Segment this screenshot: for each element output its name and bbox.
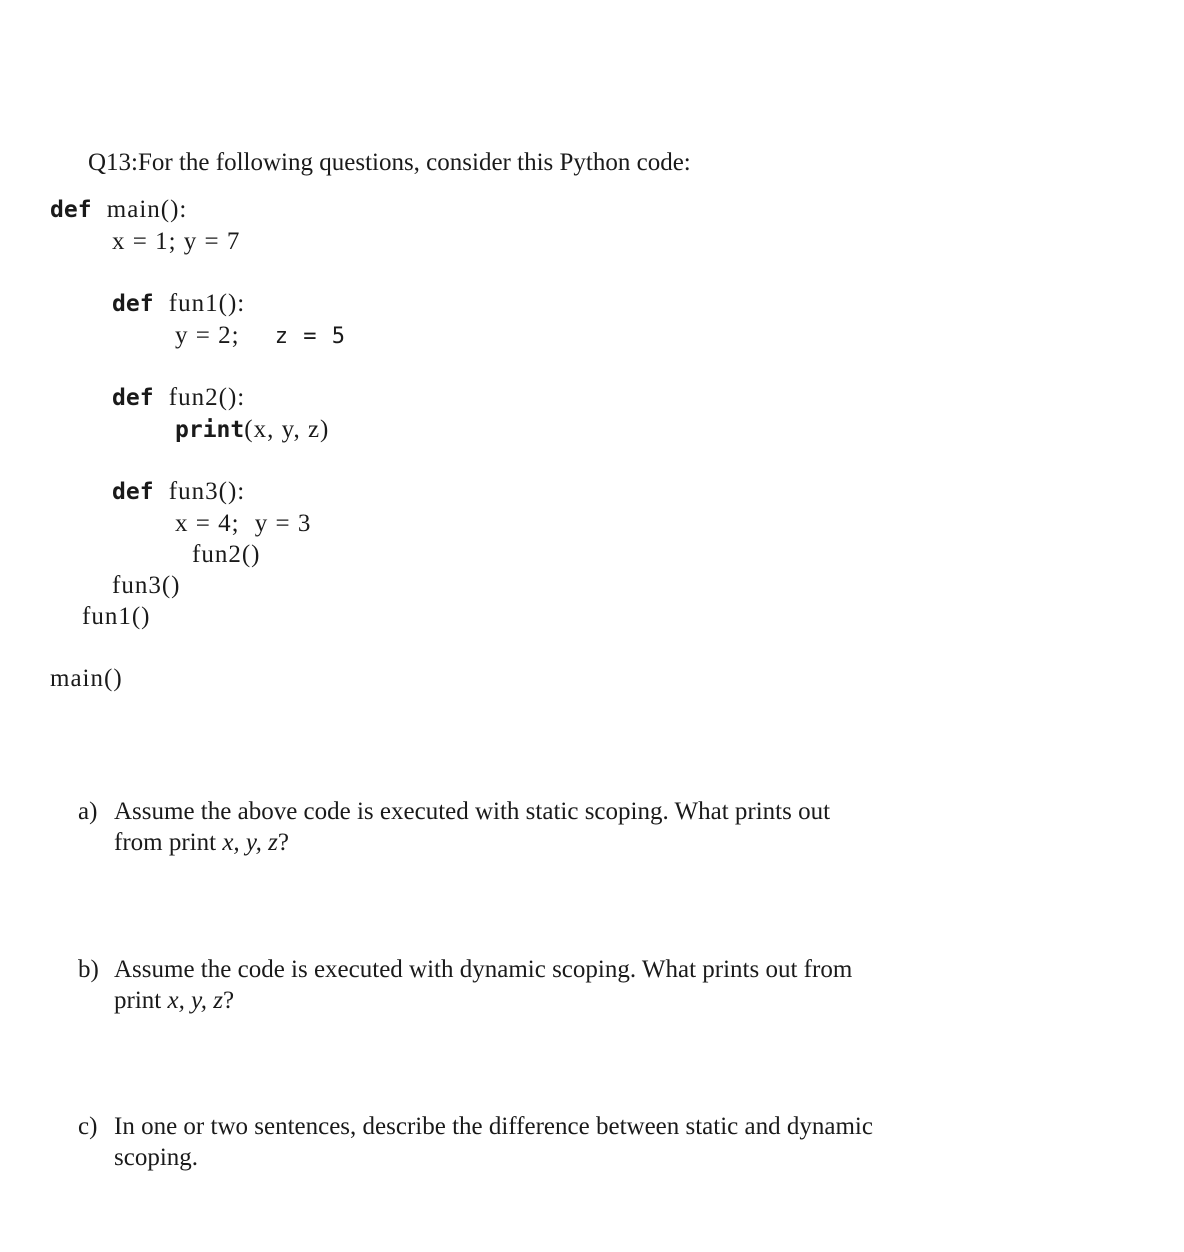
sub-question-line2-prefix: scoping. <box>114 1144 199 1171</box>
fun1-signature: fun1(): <box>168 290 246 317</box>
sub-question-label: c) <box>78 1113 98 1140</box>
keyword-def: def <box>112 479 154 505</box>
question-title: Q13:For the following questions, consider this Python code: <box>88 149 691 176</box>
keyword-def: def <box>112 385 154 411</box>
code-line-main-def <box>50 194 187 226</box>
sub-question-line2-prefix: print <box>114 987 168 1014</box>
code-line-fun1-def <box>112 288 245 320</box>
code-line-fun1-body <box>175 320 346 352</box>
main-assignments: x = 1; y = 7 <box>112 228 241 255</box>
sub-question-line1: Assume the above code is executed with static scoping. What prints out <box>114 798 831 825</box>
fun1-assign-z: z = 5 <box>274 324 347 349</box>
call-main: main() <box>50 665 123 692</box>
fun2-signature: fun2(): <box>168 384 246 411</box>
print-arguments: (x, y, z) <box>244 416 330 443</box>
sub-question-label: b) <box>78 956 99 983</box>
code-line-fun2-body <box>175 414 329 446</box>
fun1-assign-y: y = 2; <box>175 322 240 349</box>
code-line-fun2-def <box>112 382 245 414</box>
keyword-def: def <box>50 197 92 223</box>
sub-question-line2-suffix: ? <box>277 829 289 856</box>
sub-question-line2-prefix: from print <box>114 829 223 856</box>
code-line-fun3-call-fun2 <box>192 539 260 570</box>
call-fun3: fun3() <box>112 572 181 599</box>
fun3-assign-y: y = 3 <box>254 510 312 537</box>
sub-question-line1: In one or two sentences, describe the difference between static and dynamic <box>114 1113 873 1140</box>
fun3-signature: fun3(): <box>168 478 246 505</box>
sub-question-line2-suffix: ? <box>223 987 235 1014</box>
code-line-fun3-def <box>112 476 245 508</box>
keyword-def: def <box>112 291 154 317</box>
sub-question-text <box>114 796 954 858</box>
fun3-assign-x: x = 4; <box>175 510 240 537</box>
code-line-call-fun3 <box>112 570 180 601</box>
keyword-print: print <box>175 417 245 443</box>
code-line-fun3-body <box>175 508 311 539</box>
main-signature: main(): <box>106 196 188 223</box>
call-fun1: fun1() <box>82 603 151 630</box>
sub-question-text <box>114 1111 954 1173</box>
sub-question-text <box>114 954 954 1016</box>
sub-question-line1: Assume the code is executed with dynamic scoping. What prints out from <box>114 956 853 983</box>
code-line-main-body <box>112 226 240 257</box>
code-line-call-main <box>50 663 123 694</box>
sub-question-label: a) <box>78 798 98 825</box>
sub-question-math: x, y, z <box>222 829 278 856</box>
code-line-call-fun1 <box>82 601 150 632</box>
sub-question-math: x, y, z <box>167 987 224 1014</box>
call-fun2: fun2() <box>192 541 261 568</box>
